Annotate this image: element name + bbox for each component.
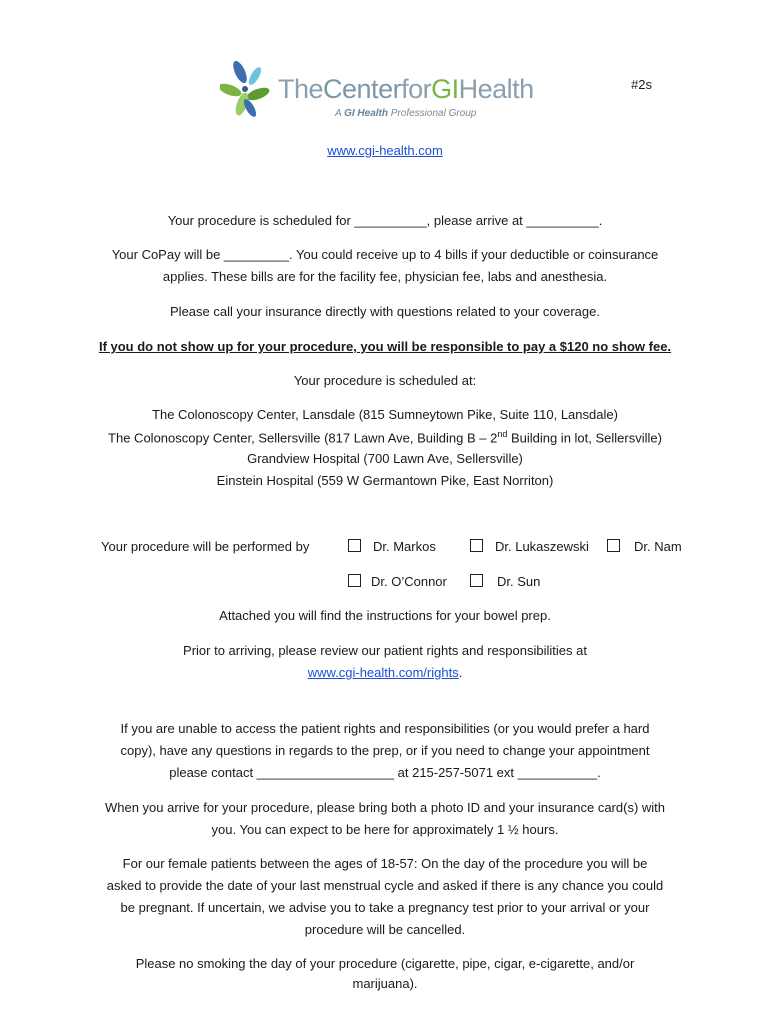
copay-line-1: Your CoPay will be _________. You could receive up to 4 bills if your deductible or coinsurance [111, 247, 659, 262]
scheduled-line: Your procedure is scheduled for __________, please arrive at __________. [167, 213, 603, 228]
copay-line-2: applies. These bills are for the facility fee, physician fee, labs and anesthesia. [162, 269, 608, 284]
location-einstein: Einstein Hospital (559 W Germantown Pike, East Norriton) [216, 473, 554, 488]
logo-wordmark: TheCenterforGIHealth [278, 74, 534, 104]
checkbox-icon[interactable] [348, 574, 361, 587]
logo-tagline: A GI Health Professional Group [335, 108, 477, 119]
doctor-option-sun[interactable]: Dr. Sun [470, 574, 540, 589]
location-sellersville: The Colonoscopy Center, Sellersville (817 Lawn Ave, Building B – 2nd Building in lot, Sellersville) [108, 429, 662, 446]
rights-link-line: www.cgi-health.com/rights. [307, 665, 463, 680]
doctor-option-oconnor[interactable]: Dr. O’Connor [348, 574, 447, 589]
doctor-option-lukaszewski[interactable]: Dr. Lukaszewski [470, 539, 589, 554]
location-lansdale: The Colonoscopy Center, Lansdale (815 Sumneytown Pike, Suite 110, Lansdale) [152, 407, 618, 422]
flower-logo-icon [220, 58, 280, 120]
rights-line: Prior to arriving, please review our patient rights and responsibilities at [183, 643, 587, 658]
smoking-line-1: Please no smoking the day of your procedure (cigarette, pipe, cigar, e-cigarette, and/or [135, 956, 635, 971]
female-line-4: procedure will be cancelled. [304, 922, 466, 937]
website-link[interactable]: www.cgi-health.com [327, 143, 443, 158]
doctor-option-nam[interactable]: Dr. Nam [607, 539, 682, 554]
checkbox-icon[interactable] [607, 539, 620, 552]
female-line-3: be pregnant. If uncertain, we advise you to take a pregnancy test prior to your arrival or your [120, 900, 650, 915]
performed-by-label: Your procedure will be performed by [101, 539, 310, 554]
location-grandview: Grandview Hospital (700 Lawn Ave, Sellersville) [247, 451, 523, 466]
checkbox-icon[interactable] [470, 539, 483, 552]
smoking-line-2: marijuana). [352, 976, 418, 991]
unable-line-1: If you are unable to access the patient rights and responsibilities (or you would prefer a hard [120, 721, 650, 736]
no-show-fee-notice: If you do not show up for your procedure, you will be responsible to pay a $120 no show fee. [98, 339, 672, 354]
arrive-line-2: you. You can expect to be here for approximately 1 ½ hours. [211, 822, 559, 837]
insurance-line: Please call your insurance directly with questions related to your coverage. [170, 304, 600, 319]
female-line-1: For our female patients between the ages of 18-57: On the day of the procedure you will be [122, 856, 648, 871]
unable-line-3: please contact ___________________ at 215-257-5071 ext ___________. [169, 765, 601, 780]
unable-line-2: copy), have any questions in regards to the prep, or if you need to change your appointment [120, 743, 650, 758]
arrive-line-1: When you arrive for your procedure, please bring both a photo ID and your insurance card(s) with [104, 800, 665, 815]
company-logo [220, 58, 560, 128]
bowel-prep-line: Attached you will find the instructions for your bowel prep. [219, 608, 551, 623]
female-line-2: asked to provide the date of your last menstrual cycle and asked if there is any chance you could [106, 878, 664, 893]
checkbox-icon[interactable] [348, 539, 361, 552]
doctor-option-markos[interactable]: Dr. Markos [348, 539, 436, 554]
rights-link[interactable]: www.cgi-health.com/rights [307, 665, 459, 680]
checkbox-icon[interactable] [470, 574, 483, 587]
form-id: #2s [631, 77, 652, 92]
scheduled-at-heading: Your procedure is scheduled at: [293, 373, 477, 388]
